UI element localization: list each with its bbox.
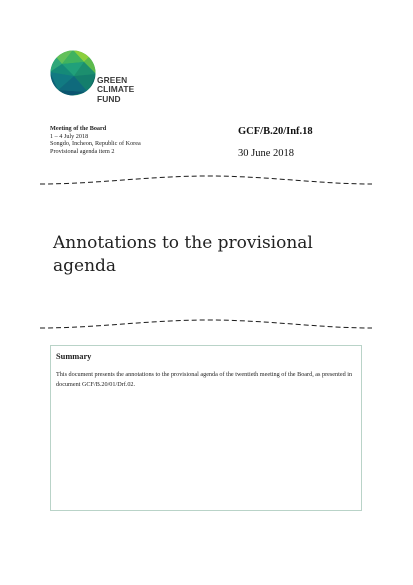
summary-heading: Summary [56, 352, 92, 361]
meeting-location: Songdo, Incheon, Republic of Korea [50, 140, 141, 148]
meeting-dates: 1 – 4 July 2018 [50, 132, 89, 140]
meeting-title: Meeting of the Board [50, 125, 107, 132]
document-title: Annotations to the provisional agenda [53, 233, 313, 276]
wave-divider-bottom [38, 318, 374, 332]
meeting-info [50, 125, 141, 155]
logo-line-fund: FUND [97, 93, 121, 104]
gcf-logo [50, 50, 150, 112]
wave-divider-top [38, 174, 374, 188]
document-date: 30 June 2018 [238, 148, 294, 159]
summary-text: This document presents the annotations to the provisional agenda of the twentieth meeting of the Board, as presented in document GCF/B.20/01/Drf.02. [56, 371, 353, 388]
logo-line-green: GREEN [97, 75, 128, 85]
globe-logo-icon [50, 50, 96, 96]
logo-line-climate: CLIMATE [97, 84, 135, 95]
logo-wordmark [97, 76, 134, 104]
summary-box [50, 345, 362, 511]
document-reference: GCF/B.20/Inf.18 [238, 126, 313, 137]
meeting-agenda-item: Provisional agenda item 2 [50, 147, 115, 155]
